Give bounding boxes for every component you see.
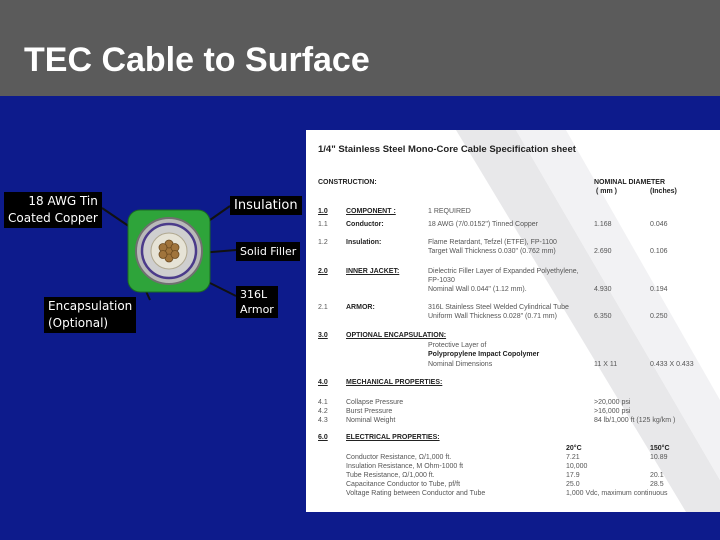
row-description: 1 REQUIRED (428, 208, 471, 215)
conductor-strands (159, 240, 179, 262)
row-value-mm: 1.168 (594, 221, 612, 228)
sheet-construction: CONSTRUCTION: (318, 179, 377, 186)
elec-row-20c: 10,000 (566, 463, 588, 470)
row-value-in: 0.046 (650, 221, 668, 228)
row-description: FP-1030 (428, 277, 455, 284)
row-number: 4.0 (318, 379, 328, 386)
row-number: 4.1 (318, 399, 328, 406)
row-number: 2.0 (318, 268, 328, 275)
elec-row-20c: 1,000 Vdc, maximum continuous (566, 490, 668, 497)
row-number: 1.2 (318, 239, 328, 246)
row-name: OPTIONAL ENCAPSULATION: (346, 332, 447, 339)
row-value-mm: 84 lb/1,000 ft (125 kg/km ) (594, 417, 676, 424)
title-bar (0, 0, 720, 96)
row-description: 316L Stainless Steel Welded Cylindrical Tube (428, 304, 569, 311)
label-encapsulation-line1: Encapsulation (48, 299, 133, 313)
elec-row-150c: 28.5 (650, 481, 664, 488)
row-description: Protective Layer of (428, 342, 487, 349)
row-description: Dielectric Filler Layer of Expanded Polyethylene, (428, 268, 579, 275)
row-value-mm: 4.930 (594, 286, 612, 293)
page-title: TEC Cable to Surface (24, 41, 370, 79)
row-name: COMPONENT : (346, 208, 396, 215)
row-value-in: 0.250 (650, 313, 668, 320)
sheet-nominal-diameter: NOMINAL DIAMETER (594, 179, 666, 186)
row-number: 4.2 (318, 408, 328, 415)
row-description: Nominal Wall 0.044" (1.12 mm). (428, 286, 527, 293)
row-description: Uniform Wall Thickness 0.028" (0.71 mm) (428, 313, 557, 320)
label-encapsulation-line2: (Optional) (48, 316, 109, 330)
label-solid-filler-text: Solid Filler (240, 245, 297, 258)
row-value-in: 0.194 (650, 286, 668, 293)
row-value-in: 0.433 X 0.433 (650, 361, 694, 368)
row-name: Conductor: (346, 221, 384, 228)
row-description: Flame Retardant, Tefzel (ETFE), FP-1100 (428, 239, 557, 246)
row-description: Polypropylene Impact Copolymer (428, 351, 540, 358)
spec-sheet (306, 130, 720, 512)
row-number: 3.0 (318, 332, 328, 339)
row-name: INNER JACKET: (346, 268, 400, 275)
label-insulation (230, 196, 302, 215)
elec-row-label: Tube Resistance, Ω/1,000 ft. (346, 472, 435, 479)
row-number: 1.1 (318, 221, 328, 228)
row-name: MECHANICAL PROPERTIES: (346, 379, 443, 386)
sheet-heading: 1/4" Stainless Steel Mono-Core Cable Specification sheet (318, 144, 576, 155)
elec-row-label: Voltage Rating between Conductor and Tube (346, 490, 486, 497)
row-description: 18 AWG (7/0.0152") Tinned Copper (428, 221, 539, 228)
row-number: 1.0 (318, 208, 328, 215)
row-name: Nominal Weight (346, 417, 396, 424)
row-description: Target Wall Thickness 0.030" (0.762 mm) (428, 248, 556, 255)
label-conductor-line2: Coated Copper (8, 211, 98, 225)
label-armor-line1: 316L (240, 288, 268, 301)
elec-row-label: Insulation Resistance, M Ohm-1000 ft (346, 463, 464, 470)
row-number: 2.1 (318, 304, 328, 311)
row-value-mm: >16,000 psi (594, 408, 631, 415)
label-armor-line2: Armor (240, 303, 274, 316)
row-name: ARMOR: (346, 304, 375, 311)
elec-row-20c: 7.21 (566, 454, 580, 461)
elec-header-20c: 20°C (566, 445, 582, 452)
elec-row-20c: 17.9 (566, 472, 580, 479)
label-armor (236, 286, 278, 318)
row-name: Collapse Pressure (346, 399, 404, 406)
elec-row-label: Capacitance Conductor to Tube, pf/ft (346, 481, 461, 488)
row-name: Insulation: (346, 239, 382, 246)
row-name: ELECTRICAL PROPERTIES: (346, 434, 440, 441)
elec-row-150c: 20.1 (650, 472, 664, 479)
elec-row-label: Conductor Resistance, Ω/1,000 ft. (346, 454, 452, 461)
sheet-unit-in: (Inches) (650, 188, 677, 195)
row-value-mm: 2.690 (594, 248, 612, 255)
elec-row-150c: 10.89 (650, 454, 668, 461)
elec-header-150c: 150°C (650, 445, 670, 452)
label-conductor (4, 192, 102, 228)
row-name: Burst Pressure (346, 408, 393, 415)
sheet-unit-mm: ( mm ) (596, 188, 617, 195)
row-value-mm: 6.350 (594, 313, 612, 320)
label-encapsulation (44, 297, 136, 333)
row-value-in: 0.106 (650, 248, 668, 255)
label-insulation-text: Insulation (234, 198, 298, 213)
row-description: Nominal Dimensions (428, 361, 493, 368)
row-value-mm: >20,000 psi (594, 399, 631, 406)
label-solid-filler (236, 242, 300, 261)
row-number: 6.0 (318, 434, 328, 441)
elec-row-20c: 25.0 (566, 481, 580, 488)
row-number: 4.3 (318, 417, 328, 424)
label-conductor-line1: 18 AWG Tin (28, 194, 98, 208)
row-value-mm: 11 X 11 (594, 361, 618, 368)
